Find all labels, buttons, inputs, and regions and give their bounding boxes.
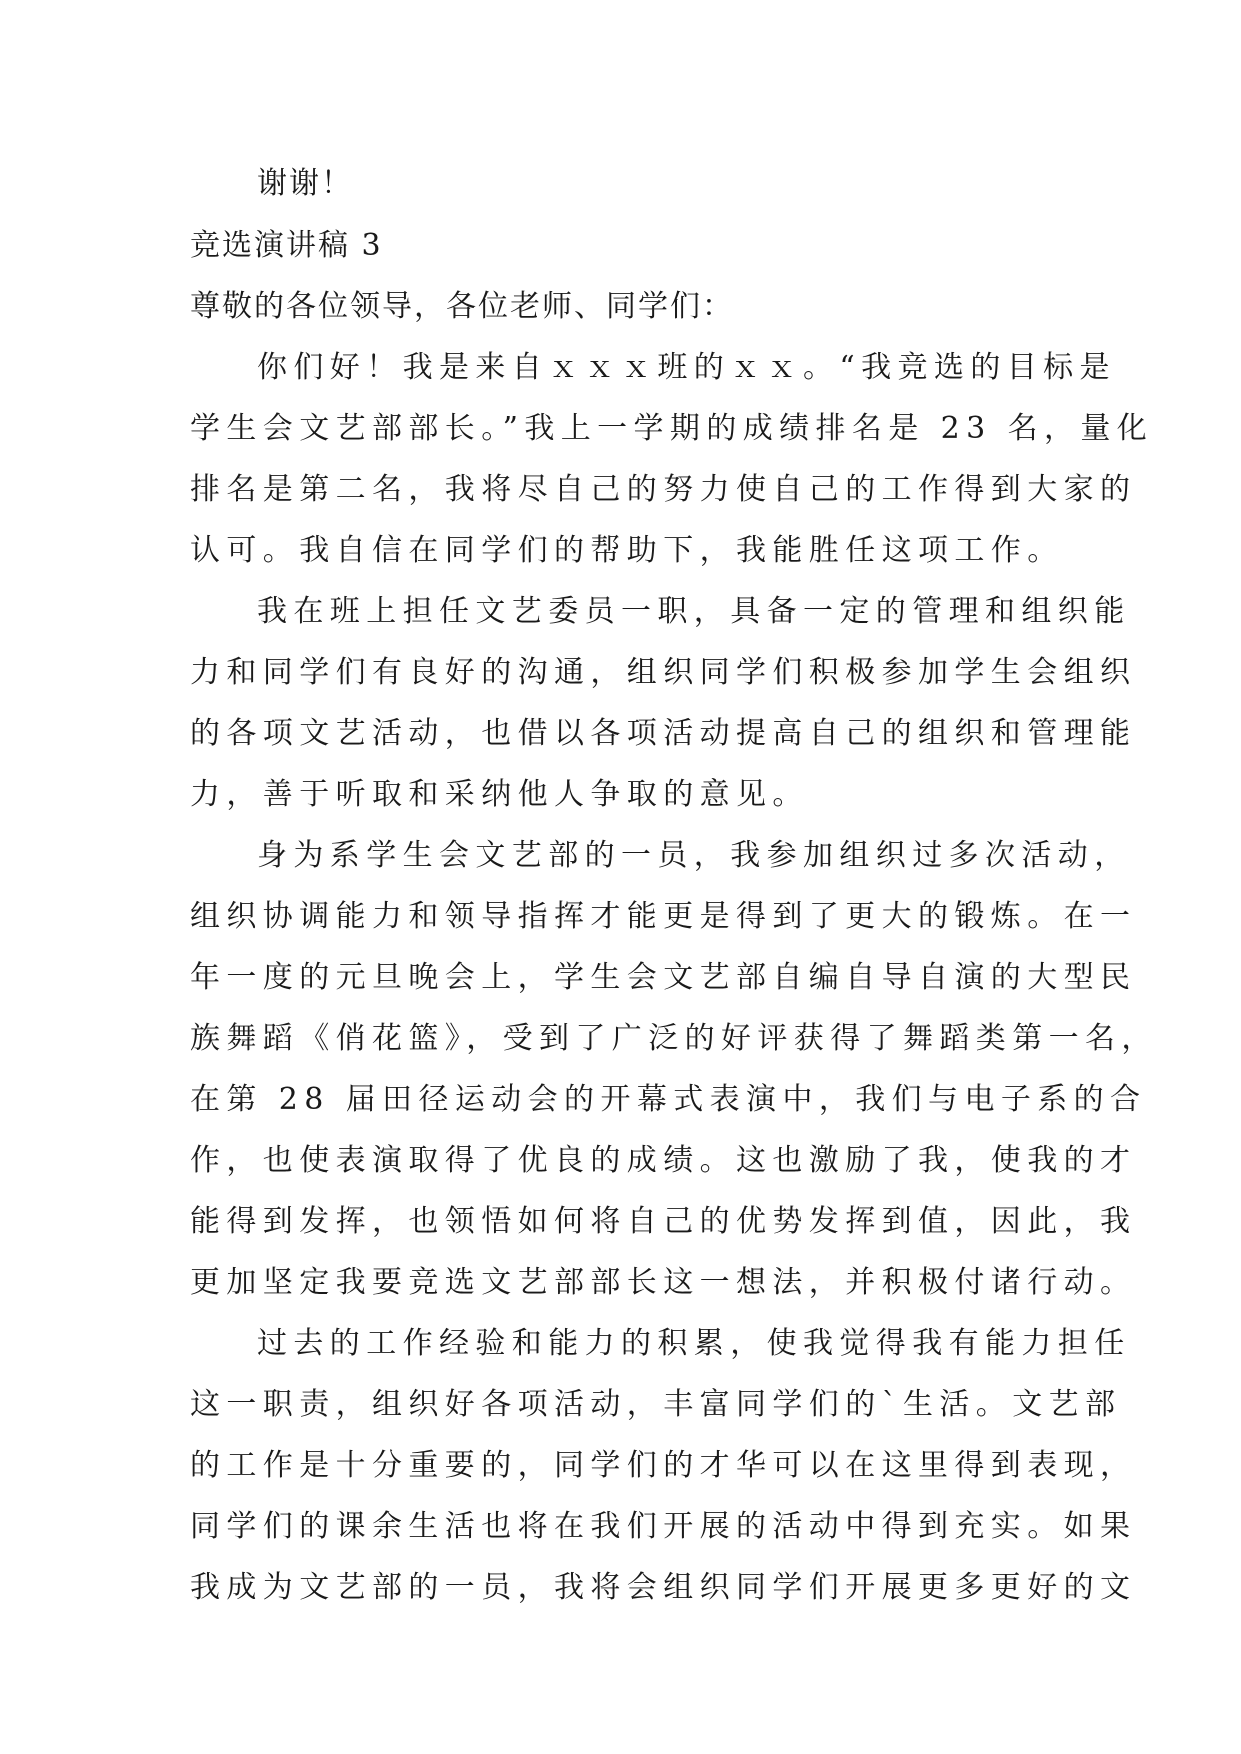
paragraph-line: 力和同学们有良好的沟通，组织同学们积极参加学生会组织 <box>190 655 1137 690</box>
paragraph-4 <box>190 1322 1137 1609</box>
salutation: 尊敬的各位领导，各位老师、同学们： <box>190 289 734 324</box>
paragraph-line: 族舞蹈《俏花篮》，受到了广泛的好评获得了舞蹈类第一名， <box>190 1021 1158 1056</box>
paragraph-line: 认可。我自信在同学们的帮助下，我能胜任这项工作。 <box>190 533 1064 568</box>
paragraph-line: 我在班上担任文艺委员一职，具备一定的管理和组织能 <box>257 594 1131 629</box>
paragraph-line: 作，也使表演取得了优良的成绩。这也激励了我，使我的才 <box>190 1143 1137 1178</box>
paragraph-line: 更加坚定我要竞选文艺部部长这一想法，并积极付诸行动。 <box>190 1265 1137 1300</box>
paragraph-line: 我成为文艺部的一员，我将会组织同学们开展更多更好的文 <box>190 1570 1137 1605</box>
paragraph-line: 学生会文艺部部长。”我上一学期的成绩排名是 23 名，量化 <box>190 411 1154 446</box>
paragraph-line: 组织协调能力和领导指挥才能更是得到了更大的锻炼。在一 <box>190 899 1137 934</box>
document-page <box>190 162 1158 1627</box>
paragraph-2 <box>190 590 1137 816</box>
paragraph-line: 过去的工作经验和能力的积累，使我觉得我有能力担任 <box>257 1326 1131 1361</box>
paragraph-line: 的工作是十分重要的，同学们的才华可以在这里得到表现， <box>190 1448 1137 1483</box>
paragraph-line: 身为系学生会文艺部的一员，我参加组织过多次活动， <box>257 838 1131 873</box>
paragraph-3 <box>190 834 1158 1304</box>
paragraph-line: 同学们的课余生活也将在我们开展的活动中得到充实。如果 <box>190 1509 1137 1544</box>
paragraph-line: 能得到发挥，也领悟如何将自己的优势发挥到值，因此，我 <box>190 1204 1137 1239</box>
paragraph-line: 这一职责，组织好各项活动，丰富同学们的`生活。文艺部 <box>190 1387 1122 1422</box>
section-heading: 竞选演讲稿 3 <box>190 228 383 263</box>
paragraph-line: 的各项文艺活动，也借以各项活动提高自己的组织和管理能 <box>190 716 1137 751</box>
paragraph-line: 你们好！我是来自ｘｘｘ班的ｘｘ。“我竞选的目标是 <box>257 350 1116 385</box>
paragraph-line: 力，善于听取和采纳他人争取的意见。 <box>190 777 809 812</box>
paragraph-1 <box>190 346 1154 572</box>
paragraph-line: 排名是第二名，我将尽自己的努力使自己的工作得到大家的 <box>190 472 1137 507</box>
paragraph-line: 年一度的元旦晚会上，学生会文艺部自编自导自演的大型民 <box>190 960 1137 995</box>
closing-text: 谢谢！ <box>257 166 353 201</box>
paragraph-line: 在第 28 届田径运动会的开幕式表演中，我们与电子系的合 <box>190 1082 1147 1117</box>
